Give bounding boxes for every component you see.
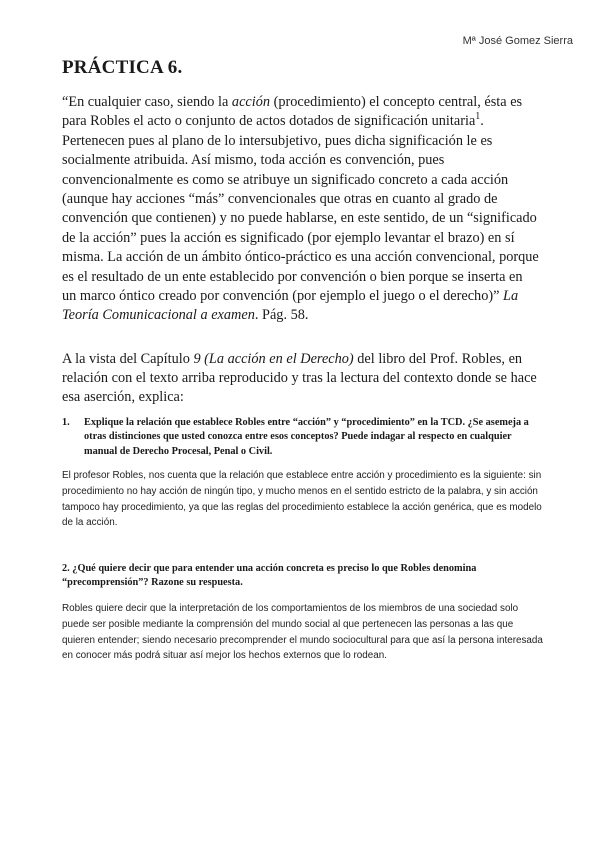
quote-text-4: . Pág. 58.	[254, 307, 309, 324]
answer-2: Robles quiere decir que la interpretación de los comportamientos de los miembros de una sociedad solo puede ser posible mediante la comprensión del mundo social al que pertenecen las personas a las que quieren entender; siendo necesario precomprender el mundo sociocultural para que así la persona interesada en conocer más podrá situar así mejor los hechos externos que lo rodean.	[62, 603, 543, 662]
page-title: PRÁCTICA 6.	[62, 57, 183, 78]
quote-emphasis-accion: acción	[231, 94, 271, 110]
quote-paragraph	[62, 93, 540, 326]
footnote-reference: 1	[475, 111, 481, 123]
intro-text-1: A la vista del Capítulo	[62, 351, 194, 367]
intro-text-2: del libro del Prof. Robles, en relación con el texto arriba reproducido y tras la lectura del contexto donde se hace esa aserción, explica:	[62, 351, 537, 406]
question-1	[62, 416, 540, 459]
quote-text-3: . Pertenecen pues al plano de lo intersubjetivo, pues dicha significación le es socialmente atribuida. Así mismo, toda acción es convención, pues convencionalmente es como se atribuye un significado concreto a cada acción (aunque hay acciones “más” convencionales que otras en cuanto al grado de convención que contienen) y no puede hablarse, en este sentido, de un “significado de la acción” pues la acción es significado (por ejemplo levantar el brazo) en sí misma. La acción de un ámbito óntico-práctico es una acción convencional, porque es el resultado de un ente establecido por convención o bien porque se inserta en un marco óntico creado por convención (por ejemplo el juego o el derecho)”	[62, 113, 539, 305]
question-1-text: Explique la relación que establece Robles entre “acción” y “procedimiento” en la TCD. ¿Se asemeja a otras distinciones que usted conozca entre esos conceptos? Puede indagar al respecto en cualquier manual de Derecho Procesal, Penal o Civil.	[84, 417, 529, 457]
question-2: 2. ¿Qué quiere decir que para entender una acción concreta es preciso lo que Robles denomina “precomprensión”? Razone su respuesta.	[62, 563, 477, 589]
author-header: Mª José Gomez Sierra	[462, 35, 573, 47]
answer-1: El profesor Robles, nos cuenta que la relación que establece entre acción y procedimiento es la siguiente: sin procedimiento no hay acción de ningún tipo, y mucho menos en el sentido estricto de la palabra, y sin acción tampoco hay procedimiento, ya que las reglas del procedimiento establece la acción genérica, que es modelo de la acción.	[62, 470, 542, 529]
book-title: La Teoría Comunicacional a examen	[62, 288, 519, 324]
question-1-number: 1.	[62, 417, 70, 428]
quote-text-1: “En cualquier caso, siendo la	[62, 94, 232, 110]
quote-text-2: (procedimiento) el concepto central, ésta es para Robles el acto o conjunto de actos dotados de significación unitaria	[62, 94, 523, 130]
intro-paragraph	[62, 350, 540, 408]
chapter-reference: 9 (La acción en el Derecho)	[193, 351, 354, 367]
